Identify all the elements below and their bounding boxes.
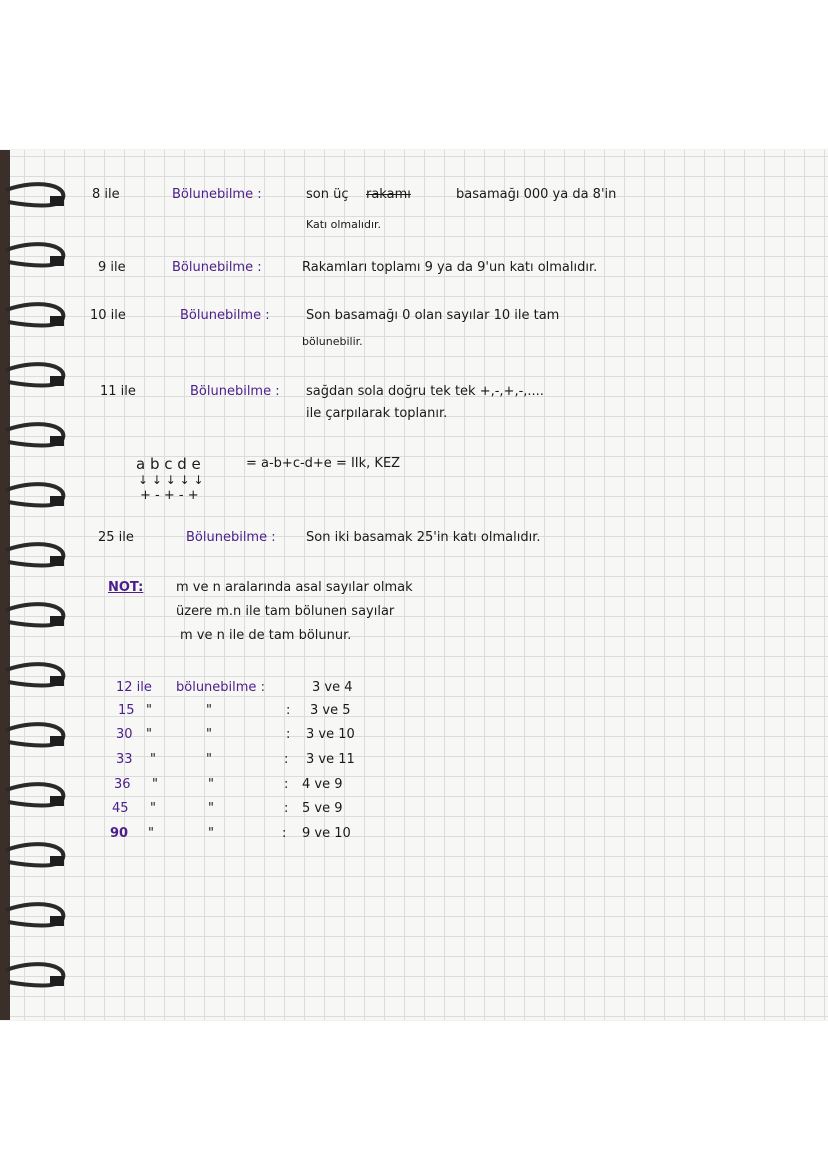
- rule-10-text: Son basamağı 0 olan sayılar 10 ile tam: [306, 308, 560, 323]
- rule-9-title: Bölunebilme :: [172, 260, 262, 275]
- row-ditto-num: ": [146, 727, 152, 742]
- rule-10-line2: bölunebilir.: [302, 335, 363, 348]
- row-value: 3 ve 10: [306, 727, 355, 742]
- rule-8-text-pre: son üç: [306, 187, 349, 202]
- row-number: 45: [112, 801, 129, 816]
- row-ditto-num: ": [148, 826, 154, 841]
- row-value: 3 ve 5: [310, 703, 351, 718]
- rule-8-line2: Katı olmalıdır.: [306, 218, 382, 231]
- row-number: 30: [116, 727, 133, 742]
- rule-8-title: Bölunebilme :: [172, 187, 262, 202]
- rule-10-number: 10 ile: [90, 308, 126, 323]
- row-ditto-title: ": [206, 752, 212, 767]
- rule-11-number: 11 ile: [100, 384, 136, 399]
- row-number: 36: [114, 777, 131, 792]
- row-value: 5 ve 9: [302, 801, 343, 816]
- row-number: 15: [118, 703, 135, 718]
- row-ditto-title: ": [208, 826, 214, 841]
- rule-8-text-post: basamağı 000 ya da 8'in: [456, 187, 617, 202]
- rule-8-number: 8 ile: [92, 187, 120, 202]
- row-ditto-num: ": [146, 703, 152, 718]
- rule-10-title: Bölunebilme :: [180, 308, 270, 323]
- rule-25-text: Son iki basamak 25'in katı olmalıdır.: [306, 530, 541, 545]
- table-header-value: 3 ve 4: [312, 680, 353, 695]
- note-label: NOT:: [108, 580, 144, 595]
- row-value: 3 ve 11: [306, 752, 355, 767]
- rule-25-number: 25 ile: [98, 530, 134, 545]
- rule-8-struck-word: rakamı: [366, 187, 411, 202]
- row-ditto-num: ": [150, 801, 156, 816]
- row-colon: :: [284, 801, 289, 816]
- rule-11-title: Bölunebilme :: [190, 384, 280, 399]
- row-value: 9 ve 10: [302, 826, 351, 841]
- rule-25-title: Bölunebilme :: [186, 530, 276, 545]
- example-formula: = a-b+c-d+e = IIk, KEZ: [246, 456, 401, 471]
- rule-11-line2: ile çarpılarak toplanır.: [306, 406, 448, 421]
- row-colon: :: [286, 727, 291, 742]
- rule-9-text: Rakamları toplamı 9 ya da 9'un katı olmalıdır.: [302, 260, 598, 275]
- note-line1: m ve n aralarında asal sayılar olmak: [176, 580, 413, 595]
- note-line3: m ve n ile de tam bölunur.: [180, 628, 352, 643]
- row-value: 4 ve 9: [302, 777, 343, 792]
- example-arrows: ↓ ↓ ↓ ↓ ↓: [138, 473, 204, 487]
- note-line2: üzere m.n ile tam bölunen sayılar: [176, 604, 395, 619]
- rule-11-text: sağdan sola doğru tek tek +,-,+,-,....: [306, 384, 544, 399]
- example-signs: + - + - +: [140, 488, 199, 503]
- row-colon: :: [282, 826, 287, 841]
- table-header-title: bölunebilme :: [176, 680, 265, 695]
- table-header-number: 12 ile: [116, 680, 152, 695]
- spiral-binding: [0, 150, 90, 1020]
- row-ditto-num: ": [152, 777, 158, 792]
- row-ditto-title: ": [208, 777, 214, 792]
- row-ditto-title: ": [206, 727, 212, 742]
- rule-9-number: 9 ile: [98, 260, 126, 275]
- row-colon: :: [284, 752, 289, 767]
- row-number: 33: [116, 752, 133, 767]
- row-colon: :: [284, 777, 289, 792]
- row-ditto-title: ": [206, 703, 212, 718]
- row-ditto-title: ": [208, 801, 214, 816]
- row-ditto-num: ": [150, 752, 156, 767]
- row-number: 90: [110, 826, 129, 841]
- row-colon: :: [286, 703, 291, 718]
- example-letters: a b c d e: [136, 455, 201, 473]
